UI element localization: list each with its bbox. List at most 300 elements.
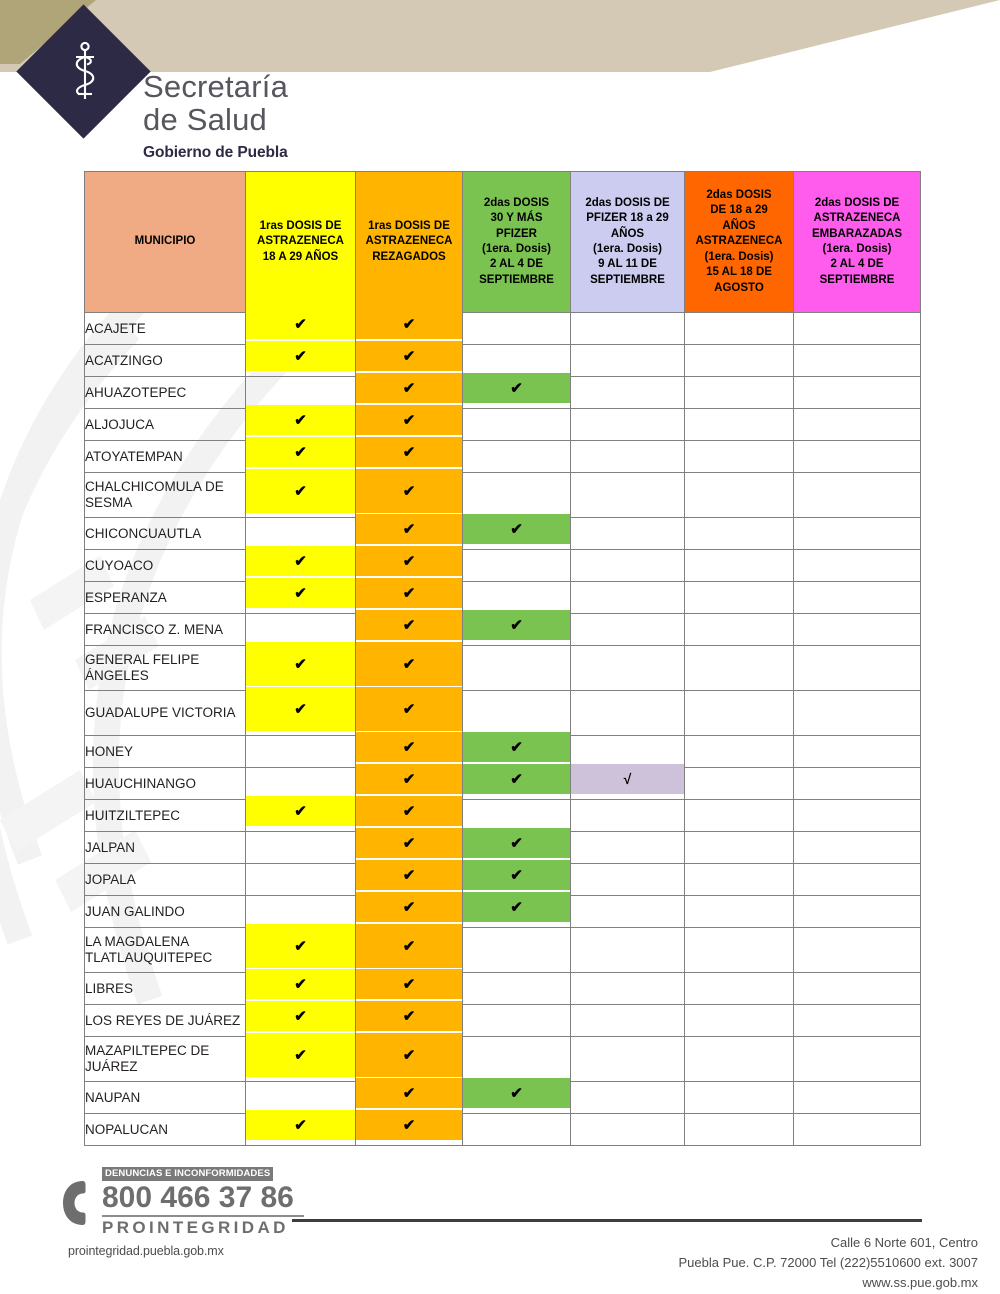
header-line: DE 18 a 29 (710, 204, 768, 217)
cell-2das-30-mas-pfizer[interactable] (463, 313, 571, 345)
table-row (85, 864, 921, 896)
table-row (85, 928, 921, 973)
cell-2das-pfizer-18-29[interactable] (571, 313, 685, 345)
cell-2das-pfizer-18-29[interactable] (571, 614, 685, 646)
cell-2das-pfizer-18-29[interactable] (571, 800, 685, 832)
header-line: 2das DOSIS DE (814, 196, 900, 209)
municipio-cell: ESPERANZA (85, 582, 246, 614)
cell-1ras-astrazeneca-18-29[interactable] (246, 1037, 356, 1082)
mark-fill (356, 610, 462, 640)
cell-2das-astrazeneca-embarazadas[interactable] (794, 1005, 921, 1037)
cell-2das-30-mas-pfizer[interactable] (463, 864, 571, 896)
cell-1ras-astrazeneca-18-29[interactable] (246, 1082, 356, 1114)
cell-1ras-astrazeneca-18-29[interactable] (246, 518, 356, 550)
mark-fill (356, 1078, 462, 1108)
empty-fill (463, 924, 570, 968)
cell-1ras-astrazeneca-rezagados[interactable] (356, 1082, 463, 1114)
table-row (85, 1037, 921, 1082)
cell-1ras-astrazeneca-18-29[interactable] (246, 646, 356, 691)
empty-fill (571, 924, 684, 968)
cell-2das-pfizer-18-29[interactable] (571, 409, 685, 441)
cell-2das-30-mas-pfizer[interactable] (463, 768, 571, 800)
header-line: SEPTIEMBRE (819, 273, 895, 286)
empty-fill (246, 860, 355, 890)
empty-fill (794, 610, 920, 640)
cell-1ras-astrazeneca-18-29[interactable] (246, 345, 356, 377)
cell-2das-pfizer-18-29[interactable] (571, 473, 685, 518)
cell-2das-18-29-astrazeneca[interactable] (685, 768, 794, 800)
column-header-1ras-astrazeneca-18-29 (246, 172, 356, 313)
cell-2das-30-mas-pfizer[interactable] (463, 550, 571, 582)
cell-1ras-astrazeneca-rezagados[interactable] (356, 377, 463, 409)
vaccination-schedule-table (84, 171, 921, 1146)
cell-2das-astrazeneca-embarazadas[interactable] (794, 768, 921, 800)
cell-2das-30-mas-pfizer[interactable] (463, 646, 571, 691)
municipio-cell: GUADALUPE VICTORIA (85, 691, 246, 736)
cell-2das-30-mas-pfizer[interactable] (463, 1082, 571, 1114)
cell-1ras-astrazeneca-rezagados[interactable] (356, 550, 463, 582)
checkmark-icon: ✔ (402, 802, 416, 820)
mark-fill (246, 1033, 355, 1077)
cell-2das-18-29-astrazeneca[interactable] (685, 377, 794, 409)
municipio-cell: HUITZILTEPEC (85, 800, 246, 832)
mark-fill (246, 1001, 355, 1031)
header-line: (1era. Dosis) (822, 243, 892, 255)
cell-1ras-astrazeneca-rezagados[interactable] (356, 473, 463, 518)
table-row (85, 1005, 921, 1037)
cell-2das-astrazeneca-embarazadas[interactable] (794, 409, 921, 441)
empty-fill (463, 341, 570, 371)
checkmark-icon: ✔ (402, 1116, 416, 1134)
cell-2das-30-mas-pfizer[interactable] (463, 614, 571, 646)
mark-fill (463, 860, 570, 890)
cell-1ras-astrazeneca-rezagados[interactable] (356, 1114, 463, 1146)
municipio-cell: CUYOACO (85, 550, 246, 582)
empty-fill (571, 546, 684, 576)
table-row (85, 646, 921, 691)
empty-fill (571, 642, 684, 686)
cell-1ras-astrazeneca-18-29[interactable] (246, 313, 356, 345)
empty-fill (685, 341, 793, 371)
cell-2das-astrazeneca-embarazadas[interactable] (794, 736, 921, 768)
empty-fill (794, 1033, 920, 1077)
table-header (85, 172, 921, 313)
municipio-cell: LIBRES (85, 973, 246, 1005)
empty-fill (685, 642, 793, 686)
cell-2das-astrazeneca-embarazadas[interactable] (794, 1114, 921, 1146)
cell-1ras-astrazeneca-rezagados[interactable] (356, 832, 463, 864)
checkmark-icon: ✔ (510, 379, 523, 397)
mark-fill (356, 309, 462, 339)
cell-1ras-astrazeneca-18-29[interactable] (246, 691, 356, 736)
empty-fill (794, 514, 920, 544)
checkmark-icon: ✔ (402, 738, 416, 756)
header-line: 9 AL 11 DE (598, 258, 657, 271)
cell-2das-30-mas-pfizer[interactable] (463, 409, 571, 441)
cell-1ras-astrazeneca-rezagados[interactable] (356, 582, 463, 614)
checkmark-icon: ✔ (294, 700, 307, 718)
cell-1ras-astrazeneca-18-29[interactable] (246, 409, 356, 441)
header-line: 2das DOSIS DE (585, 196, 670, 209)
cell-2das-30-mas-pfizer[interactable] (463, 736, 571, 768)
cell-2das-30-mas-pfizer[interactable] (463, 896, 571, 928)
checkmark-icon: ✔ (402, 584, 416, 602)
cell-2das-18-29-astrazeneca[interactable] (685, 550, 794, 582)
prointegridad-block (60, 1163, 320, 1258)
mark-fill (246, 546, 355, 576)
empty-fill (463, 687, 570, 731)
empty-fill (571, 309, 684, 339)
cell-2das-astrazeneca-embarazadas[interactable] (794, 377, 921, 409)
empty-fill (685, 892, 793, 922)
cell-2das-astrazeneca-embarazadas[interactable] (794, 614, 921, 646)
empty-fill (685, 1001, 793, 1031)
cell-2das-30-mas-pfizer[interactable] (463, 691, 571, 736)
mark-fill (356, 578, 462, 608)
empty-fill (685, 1110, 793, 1140)
empty-fill (794, 437, 920, 467)
mark-fill (356, 796, 462, 826)
table-row (85, 1114, 921, 1146)
header-line: AÑOS (610, 227, 645, 240)
mark-fill (463, 828, 570, 858)
cell-2das-18-29-astrazeneca[interactable] (685, 582, 794, 614)
cell-1ras-astrazeneca-18-29[interactable] (246, 928, 356, 973)
table-row (85, 736, 921, 768)
cell-2das-astrazeneca-embarazadas[interactable] (794, 473, 921, 518)
cell-2das-pfizer-18-29[interactable] (571, 1037, 685, 1082)
mark-fill (246, 796, 355, 826)
cell-2das-18-29-astrazeneca[interactable] (685, 1005, 794, 1037)
cell-2das-pfizer-18-29[interactable] (571, 768, 685, 800)
checkmark-icon: ✔ (294, 315, 307, 333)
column-header-2das-18-29-astrazeneca (685, 172, 794, 313)
empty-fill (685, 610, 793, 640)
cell-2das-18-29-astrazeneca[interactable] (685, 473, 794, 518)
mark-fill (356, 469, 462, 513)
empty-fill (794, 732, 920, 762)
cell-2das-pfizer-18-29[interactable] (571, 1005, 685, 1037)
cell-1ras-astrazeneca-18-29[interactable] (246, 582, 356, 614)
empty-fill (571, 610, 684, 640)
cell-2das-18-29-astrazeneca[interactable] (685, 832, 794, 864)
cell-2das-18-29-astrazeneca[interactable] (685, 973, 794, 1005)
empty-fill (571, 796, 684, 826)
cell-2das-astrazeneca-embarazadas[interactable] (794, 345, 921, 377)
cell-1ras-astrazeneca-rezagados[interactable] (356, 896, 463, 928)
phone-handset-icon (60, 1179, 94, 1227)
cell-2das-pfizer-18-29[interactable] (571, 973, 685, 1005)
municipio-cell: JUAN GALINDO (85, 896, 246, 928)
cell-1ras-astrazeneca-18-29[interactable] (246, 441, 356, 473)
cell-1ras-astrazeneca-18-29[interactable] (246, 832, 356, 864)
cell-2das-18-29-astrazeneca[interactable] (685, 928, 794, 973)
brand-subtitle: Gobierno de Puebla (143, 143, 288, 161)
cell-2das-pfizer-18-29[interactable] (571, 864, 685, 896)
cell-2das-pfizer-18-29[interactable] (571, 1082, 685, 1114)
mark-fill (246, 924, 355, 968)
mark-fill (463, 514, 570, 544)
cell-2das-astrazeneca-embarazadas[interactable] (794, 1037, 921, 1082)
cell-2das-30-mas-pfizer[interactable] (463, 473, 571, 518)
cell-1ras-astrazeneca-rezagados[interactable] (356, 928, 463, 973)
cell-2das-30-mas-pfizer[interactable] (463, 1037, 571, 1082)
empty-fill (246, 373, 355, 403)
header-line: 2das DOSIS (483, 196, 550, 209)
checkmark-icon: ✔ (294, 347, 307, 365)
cell-2das-astrazeneca-embarazadas[interactable] (794, 1082, 921, 1114)
cell-2das-pfizer-18-29[interactable] (571, 896, 685, 928)
mark-fill (356, 687, 462, 731)
mark-fill (246, 405, 355, 435)
cell-1ras-astrazeneca-18-29[interactable] (246, 973, 356, 1005)
cell-2das-astrazeneca-embarazadas[interactable] (794, 518, 921, 550)
empty-fill (571, 732, 684, 762)
empty-fill (463, 642, 570, 686)
checkmark-icon: ✔ (402, 1084, 416, 1102)
cell-1ras-astrazeneca-rezagados[interactable] (356, 313, 463, 345)
checkmark-icon: ✔ (402, 1046, 416, 1064)
cell-2das-pfizer-18-29[interactable] (571, 582, 685, 614)
mark-fill (356, 546, 462, 576)
mark-fill (356, 764, 462, 794)
cell-1ras-astrazeneca-18-29[interactable] (246, 1114, 356, 1146)
cell-2das-30-mas-pfizer[interactable] (463, 377, 571, 409)
cell-2das-30-mas-pfizer[interactable] (463, 345, 571, 377)
empty-fill (571, 341, 684, 371)
cell-2das-30-mas-pfizer[interactable] (463, 518, 571, 550)
empty-fill (463, 1110, 570, 1140)
cell-1ras-astrazeneca-rezagados[interactable] (356, 973, 463, 1005)
cell-2das-30-mas-pfizer[interactable] (463, 1005, 571, 1037)
cell-2das-astrazeneca-embarazadas[interactable] (794, 896, 921, 928)
mark-fill (246, 309, 355, 339)
banner-light-block (0, 0, 1000, 72)
empty-fill (794, 405, 920, 435)
cell-2das-18-29-astrazeneca[interactable] (685, 518, 794, 550)
cell-2das-pfizer-18-29[interactable] (571, 1114, 685, 1146)
cell-1ras-astrazeneca-rezagados[interactable] (356, 345, 463, 377)
cell-1ras-astrazeneca-rezagados[interactable] (356, 646, 463, 691)
cell-1ras-astrazeneca-rezagados[interactable] (356, 1037, 463, 1082)
mark-fill (246, 469, 355, 513)
mark-fill (356, 1110, 462, 1140)
cell-1ras-astrazeneca-18-29[interactable] (246, 614, 356, 646)
cell-2das-pfizer-18-29[interactable] (571, 550, 685, 582)
empty-fill (463, 1033, 570, 1077)
cell-2das-18-29-astrazeneca[interactable] (685, 896, 794, 928)
empty-fill (463, 796, 570, 826)
cell-2das-18-29-astrazeneca[interactable] (685, 1037, 794, 1082)
cell-2das-pfizer-18-29[interactable] (571, 646, 685, 691)
complaints-phone: 800 466 37 86 (102, 1181, 294, 1214)
empty-fill (571, 969, 684, 999)
table-row (85, 800, 921, 832)
mark-fill (463, 764, 570, 794)
cell-2das-astrazeneca-embarazadas[interactable] (794, 973, 921, 1005)
checkmark-icon: ✔ (294, 937, 307, 955)
table-row (85, 441, 921, 473)
cell-1ras-astrazeneca-rezagados[interactable] (356, 736, 463, 768)
cell-1ras-astrazeneca-18-29[interactable] (246, 550, 356, 582)
mark-fill (356, 642, 462, 686)
mark-fill (571, 764, 684, 794)
mark-fill (356, 828, 462, 858)
cell-2das-pfizer-18-29[interactable] (571, 345, 685, 377)
cell-2das-pfizer-18-29[interactable] (571, 691, 685, 736)
municipio-cell: FRANCISCO Z. MENA (85, 614, 246, 646)
cell-2das-18-29-astrazeneca[interactable] (685, 1082, 794, 1114)
column-header-municipio (85, 172, 246, 313)
empty-fill (571, 892, 684, 922)
header-line: 15 AL 18 DE (706, 266, 772, 279)
empty-fill (794, 309, 920, 339)
cell-1ras-astrazeneca-rezagados[interactable] (356, 614, 463, 646)
cell-2das-18-29-astrazeneca[interactable] (685, 345, 794, 377)
empty-fill (685, 1078, 793, 1108)
checkmark-icon: ✔ (402, 616, 416, 634)
cell-1ras-astrazeneca-18-29[interactable] (246, 896, 356, 928)
cell-1ras-astrazeneca-rezagados[interactable] (356, 691, 463, 736)
checkmark-icon: ✔ (402, 482, 416, 500)
mark-fill (356, 1001, 462, 1031)
checkmark-icon: ✔ (402, 655, 416, 673)
cell-2das-pfizer-18-29[interactable] (571, 736, 685, 768)
mark-fill (246, 969, 355, 999)
cell-1ras-astrazeneca-18-29[interactable] (246, 473, 356, 518)
header-line: REZAGADOS (372, 250, 446, 263)
cell-2das-pfizer-18-29[interactable] (571, 832, 685, 864)
cell-1ras-astrazeneca-rezagados[interactable] (356, 800, 463, 832)
cell-2das-30-mas-pfizer[interactable] (463, 928, 571, 973)
empty-fill (463, 309, 570, 339)
mark-fill (463, 892, 570, 922)
cell-1ras-astrazeneca-rezagados[interactable] (356, 441, 463, 473)
cell-2das-30-mas-pfizer[interactable] (463, 441, 571, 473)
cell-2das-astrazeneca-embarazadas[interactable] (794, 864, 921, 896)
cell-2das-astrazeneca-embarazadas[interactable] (794, 646, 921, 691)
cell-2das-18-29-astrazeneca[interactable] (685, 409, 794, 441)
cell-1ras-astrazeneca-rezagados[interactable] (356, 518, 463, 550)
header-line: ASTRAZENECA (695, 235, 783, 248)
cell-2das-18-29-astrazeneca[interactable] (685, 441, 794, 473)
empty-fill (571, 860, 684, 890)
cell-2das-astrazeneca-embarazadas[interactable] (794, 691, 921, 736)
empty-fill (463, 546, 570, 576)
cell-2das-18-29-astrazeneca[interactable] (685, 646, 794, 691)
cell-1ras-astrazeneca-18-29[interactable] (246, 377, 356, 409)
empty-fill (794, 373, 920, 403)
cell-2das-astrazeneca-embarazadas[interactable] (794, 313, 921, 345)
checkmark-icon: ✔ (402, 898, 416, 916)
checkmark-icon: ✔ (402, 866, 416, 884)
table-row (85, 473, 921, 518)
empty-fill (794, 642, 920, 686)
cell-1ras-astrazeneca-rezagados[interactable] (356, 1005, 463, 1037)
cell-2das-astrazeneca-embarazadas[interactable] (794, 441, 921, 473)
cell-1ras-astrazeneca-18-29[interactable] (246, 864, 356, 896)
cell-2das-18-29-astrazeneca[interactable] (685, 736, 794, 768)
checkmark-icon: ✔ (294, 1116, 307, 1134)
cell-2das-30-mas-pfizer[interactable] (463, 973, 571, 1005)
cell-1ras-astrazeneca-18-29[interactable] (246, 768, 356, 800)
cell-1ras-astrazeneca-rezagados[interactable] (356, 409, 463, 441)
empty-fill (463, 405, 570, 435)
cell-2das-astrazeneca-embarazadas[interactable] (794, 928, 921, 973)
cell-2das-18-29-astrazeneca[interactable] (685, 691, 794, 736)
cell-2das-30-mas-pfizer[interactable] (463, 582, 571, 614)
cell-1ras-astrazeneca-18-29[interactable] (246, 800, 356, 832)
empty-fill (463, 969, 570, 999)
contact-address (679, 1233, 978, 1293)
vaccination-schedule-table-wrapper (84, 171, 920, 1146)
program-url[interactable]: prointegridad.puebla.gob.mx (68, 1243, 224, 1258)
check-v-glyph: √ (623, 771, 632, 787)
municipio-cell: JALPAN (85, 832, 246, 864)
cell-1ras-astrazeneca-rezagados[interactable] (356, 864, 463, 896)
cell-2das-astrazeneca-embarazadas[interactable] (794, 832, 921, 864)
cell-2das-pfizer-18-29[interactable] (571, 377, 685, 409)
cell-2das-30-mas-pfizer[interactable] (463, 800, 571, 832)
mark-fill (246, 642, 355, 686)
municipio-cell: CHALCHICOMULA DE SESMA (85, 473, 246, 518)
mark-fill (463, 732, 570, 762)
checkmark-icon: ✔ (294, 1046, 307, 1064)
checkmark-icon: ✔ (510, 1084, 523, 1102)
empty-fill (685, 405, 793, 435)
cell-2das-pfizer-18-29[interactable] (571, 518, 685, 550)
brand-text (143, 70, 288, 162)
cell-1ras-astrazeneca-18-29[interactable] (246, 736, 356, 768)
checkmark-icon: ✔ (294, 411, 307, 429)
cell-1ras-astrazeneca-rezagados[interactable] (356, 768, 463, 800)
cell-2das-30-mas-pfizer[interactable] (463, 832, 571, 864)
cell-2das-18-29-astrazeneca[interactable] (685, 614, 794, 646)
mark-fill (356, 1033, 462, 1077)
checkmark-icon: ✔ (510, 834, 523, 852)
cell-2das-astrazeneca-embarazadas[interactable] (794, 800, 921, 832)
cell-2das-18-29-astrazeneca[interactable] (685, 864, 794, 896)
address-website[interactable]: www.ss.pue.gob.mx (862, 1275, 978, 1291)
cell-2das-18-29-astrazeneca[interactable] (685, 800, 794, 832)
table-row (85, 768, 921, 800)
cell-2das-pfizer-18-29[interactable] (571, 928, 685, 973)
cell-2das-18-29-astrazeneca[interactable] (685, 313, 794, 345)
mark-fill (356, 732, 462, 762)
checkmark-icon: ✔ (294, 1007, 307, 1025)
header-line: 1ras DOSIS DE (259, 219, 342, 232)
checkmark-icon: ✔ (294, 975, 307, 993)
mark-fill (356, 405, 462, 435)
cell-2das-astrazeneca-embarazadas[interactable] (794, 550, 921, 582)
cell-2das-18-29-astrazeneca[interactable] (685, 1114, 794, 1146)
cell-2das-astrazeneca-embarazadas[interactable] (794, 582, 921, 614)
empty-fill (571, 1001, 684, 1031)
mark-fill (356, 341, 462, 371)
empty-fill (685, 373, 793, 403)
empty-fill (246, 892, 355, 922)
cell-2das-30-mas-pfizer[interactable] (463, 1114, 571, 1146)
municipio-cell: HUAUCHINANGO (85, 768, 246, 800)
empty-fill (571, 578, 684, 608)
empty-fill (685, 796, 793, 826)
cell-2das-pfizer-18-29[interactable] (571, 441, 685, 473)
empty-fill (794, 796, 920, 826)
municipio-cell: NOPALUCAN (85, 1114, 246, 1146)
empty-fill (685, 732, 793, 762)
cell-1ras-astrazeneca-18-29[interactable] (246, 1005, 356, 1037)
table-row (85, 896, 921, 928)
